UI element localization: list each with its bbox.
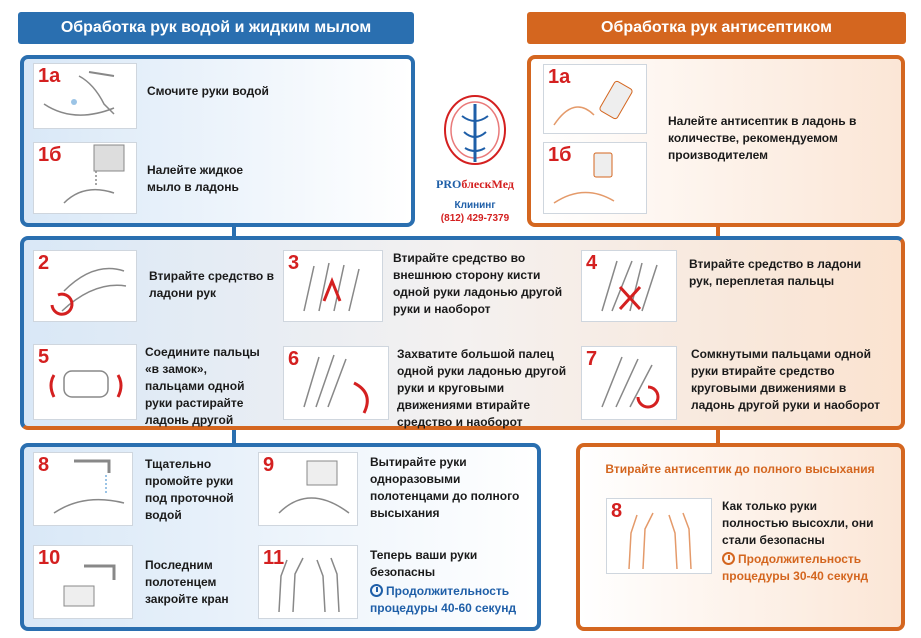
water-step-10 (33, 545, 245, 619)
finger-lock-picture (33, 344, 137, 420)
back-of-hand-picture (283, 250, 383, 322)
clock-icon (370, 584, 383, 597)
common-step-2 (33, 250, 279, 322)
logo-name: PROблескМед (436, 177, 514, 191)
common-step-6 (283, 346, 567, 431)
company-logo (425, 92, 525, 224)
step-text: Захватите большой палец одной руки ладонью другой руки и круговыми движениями втирайте средство и наоборот (397, 347, 567, 429)
step-text: Втирайте средство в ладони рук (149, 269, 274, 300)
close-tap-picture (33, 545, 133, 619)
common-step-7 (581, 346, 891, 420)
towel-dry-picture (258, 452, 358, 526)
step-number: 8 (611, 500, 623, 522)
antiseptic-pour-picture (543, 142, 647, 214)
step-text: Втирайте средство в ладони рук, переплетая пальцы (689, 257, 862, 288)
antiseptic-bottle-picture (543, 64, 647, 134)
antiseptic-header: Обработка рук антисептиком (527, 12, 906, 44)
step-text: Вытирайте руки одноразовыми полотенцами до полного высыхания (370, 455, 520, 520)
palms-rub-picture (33, 250, 137, 322)
antiseptic-step-1b (543, 142, 647, 214)
clock-icon (722, 552, 735, 565)
common-step-4 (581, 250, 869, 322)
water-step-11 (258, 545, 530, 619)
antiseptic-final-heading: Втирайте антисептик до полного высыхания (605, 462, 875, 476)
step-text: Налейте жидкое мыло в ладонь (147, 163, 244, 194)
hands-water-picture (33, 63, 137, 129)
step-number: 6 (288, 348, 300, 370)
water-step-1b (33, 142, 267, 214)
rinse-hands-picture (33, 452, 133, 526)
common-step-3 (283, 250, 578, 322)
step-number: 2 (38, 252, 50, 274)
step-number: 9 (263, 454, 275, 476)
fingertips-rub-picture (581, 346, 677, 420)
step-number: 4 (586, 252, 598, 274)
step-number: 3 (288, 252, 300, 274)
soap-dispenser-picture (33, 142, 137, 214)
step-8-text-block (722, 498, 882, 585)
duration-water: Продолжительность процедуры 40-60 секунд (370, 584, 517, 615)
duration-antiseptic: Продолжительность процедуры 30-40 секунд (722, 552, 869, 583)
logo-subtitle: Клининг (454, 200, 496, 211)
step-number: 1б (38, 144, 62, 166)
water-step-8 (33, 452, 245, 526)
common-step-5 (33, 344, 263, 429)
water-step-9 (258, 452, 520, 526)
step-text: Соедините пальцы «в замок», пальцами одной руки растирайте ладонь другой (145, 345, 260, 427)
connector-right-bottom (716, 430, 720, 444)
water-step-1a (33, 63, 347, 129)
step-text: Смочите руки водой (147, 84, 269, 98)
water-header: Обработка рук водой и жидким мылом (18, 12, 414, 44)
step-11-text-block (370, 547, 530, 617)
antiseptic-step-8 (606, 498, 882, 585)
step-text: Тщательно промойте руки под проточной водой (145, 457, 234, 522)
step-number: 7 (586, 348, 598, 370)
antiseptic-step-1a (543, 64, 647, 134)
step-text: Последним полотенцем закройте кран (145, 558, 229, 606)
caduceus-icon (440, 92, 510, 172)
step-number: 11 (263, 547, 285, 569)
step-number: 10 (38, 547, 61, 569)
connector-left-bottom (232, 430, 236, 444)
step-number: 8 (38, 454, 50, 476)
thumb-rub-picture (283, 346, 389, 420)
logo-phone: (812) 429-7379 (440, 213, 510, 224)
step-text: Сомкнутыми пальцами одной руки втирайте средство круговыми движениями в ладонь другой руки и наоборот (691, 347, 881, 412)
step-number: 1б (548, 144, 572, 166)
clean-hands-picture (258, 545, 358, 619)
step-text: Втирайте средство во внешнюю сторону кисти одной руки ладонью другой руки и наоборот (393, 251, 563, 316)
step-text: Теперь ваши руки безопасны (370, 548, 478, 579)
step-number: 5 (38, 346, 50, 368)
antiseptic-step-1-text: Налейте антисептик в ладонь в количестве, рекомендуемом производителем (668, 114, 857, 162)
step-number: 1а (38, 65, 61, 87)
step-number: 1а (548, 66, 571, 88)
step-text: Как только руки полностью высохли, они стали безопасны (722, 499, 874, 547)
dry-hands-picture (606, 498, 712, 574)
interlaced-fingers-picture (581, 250, 677, 322)
